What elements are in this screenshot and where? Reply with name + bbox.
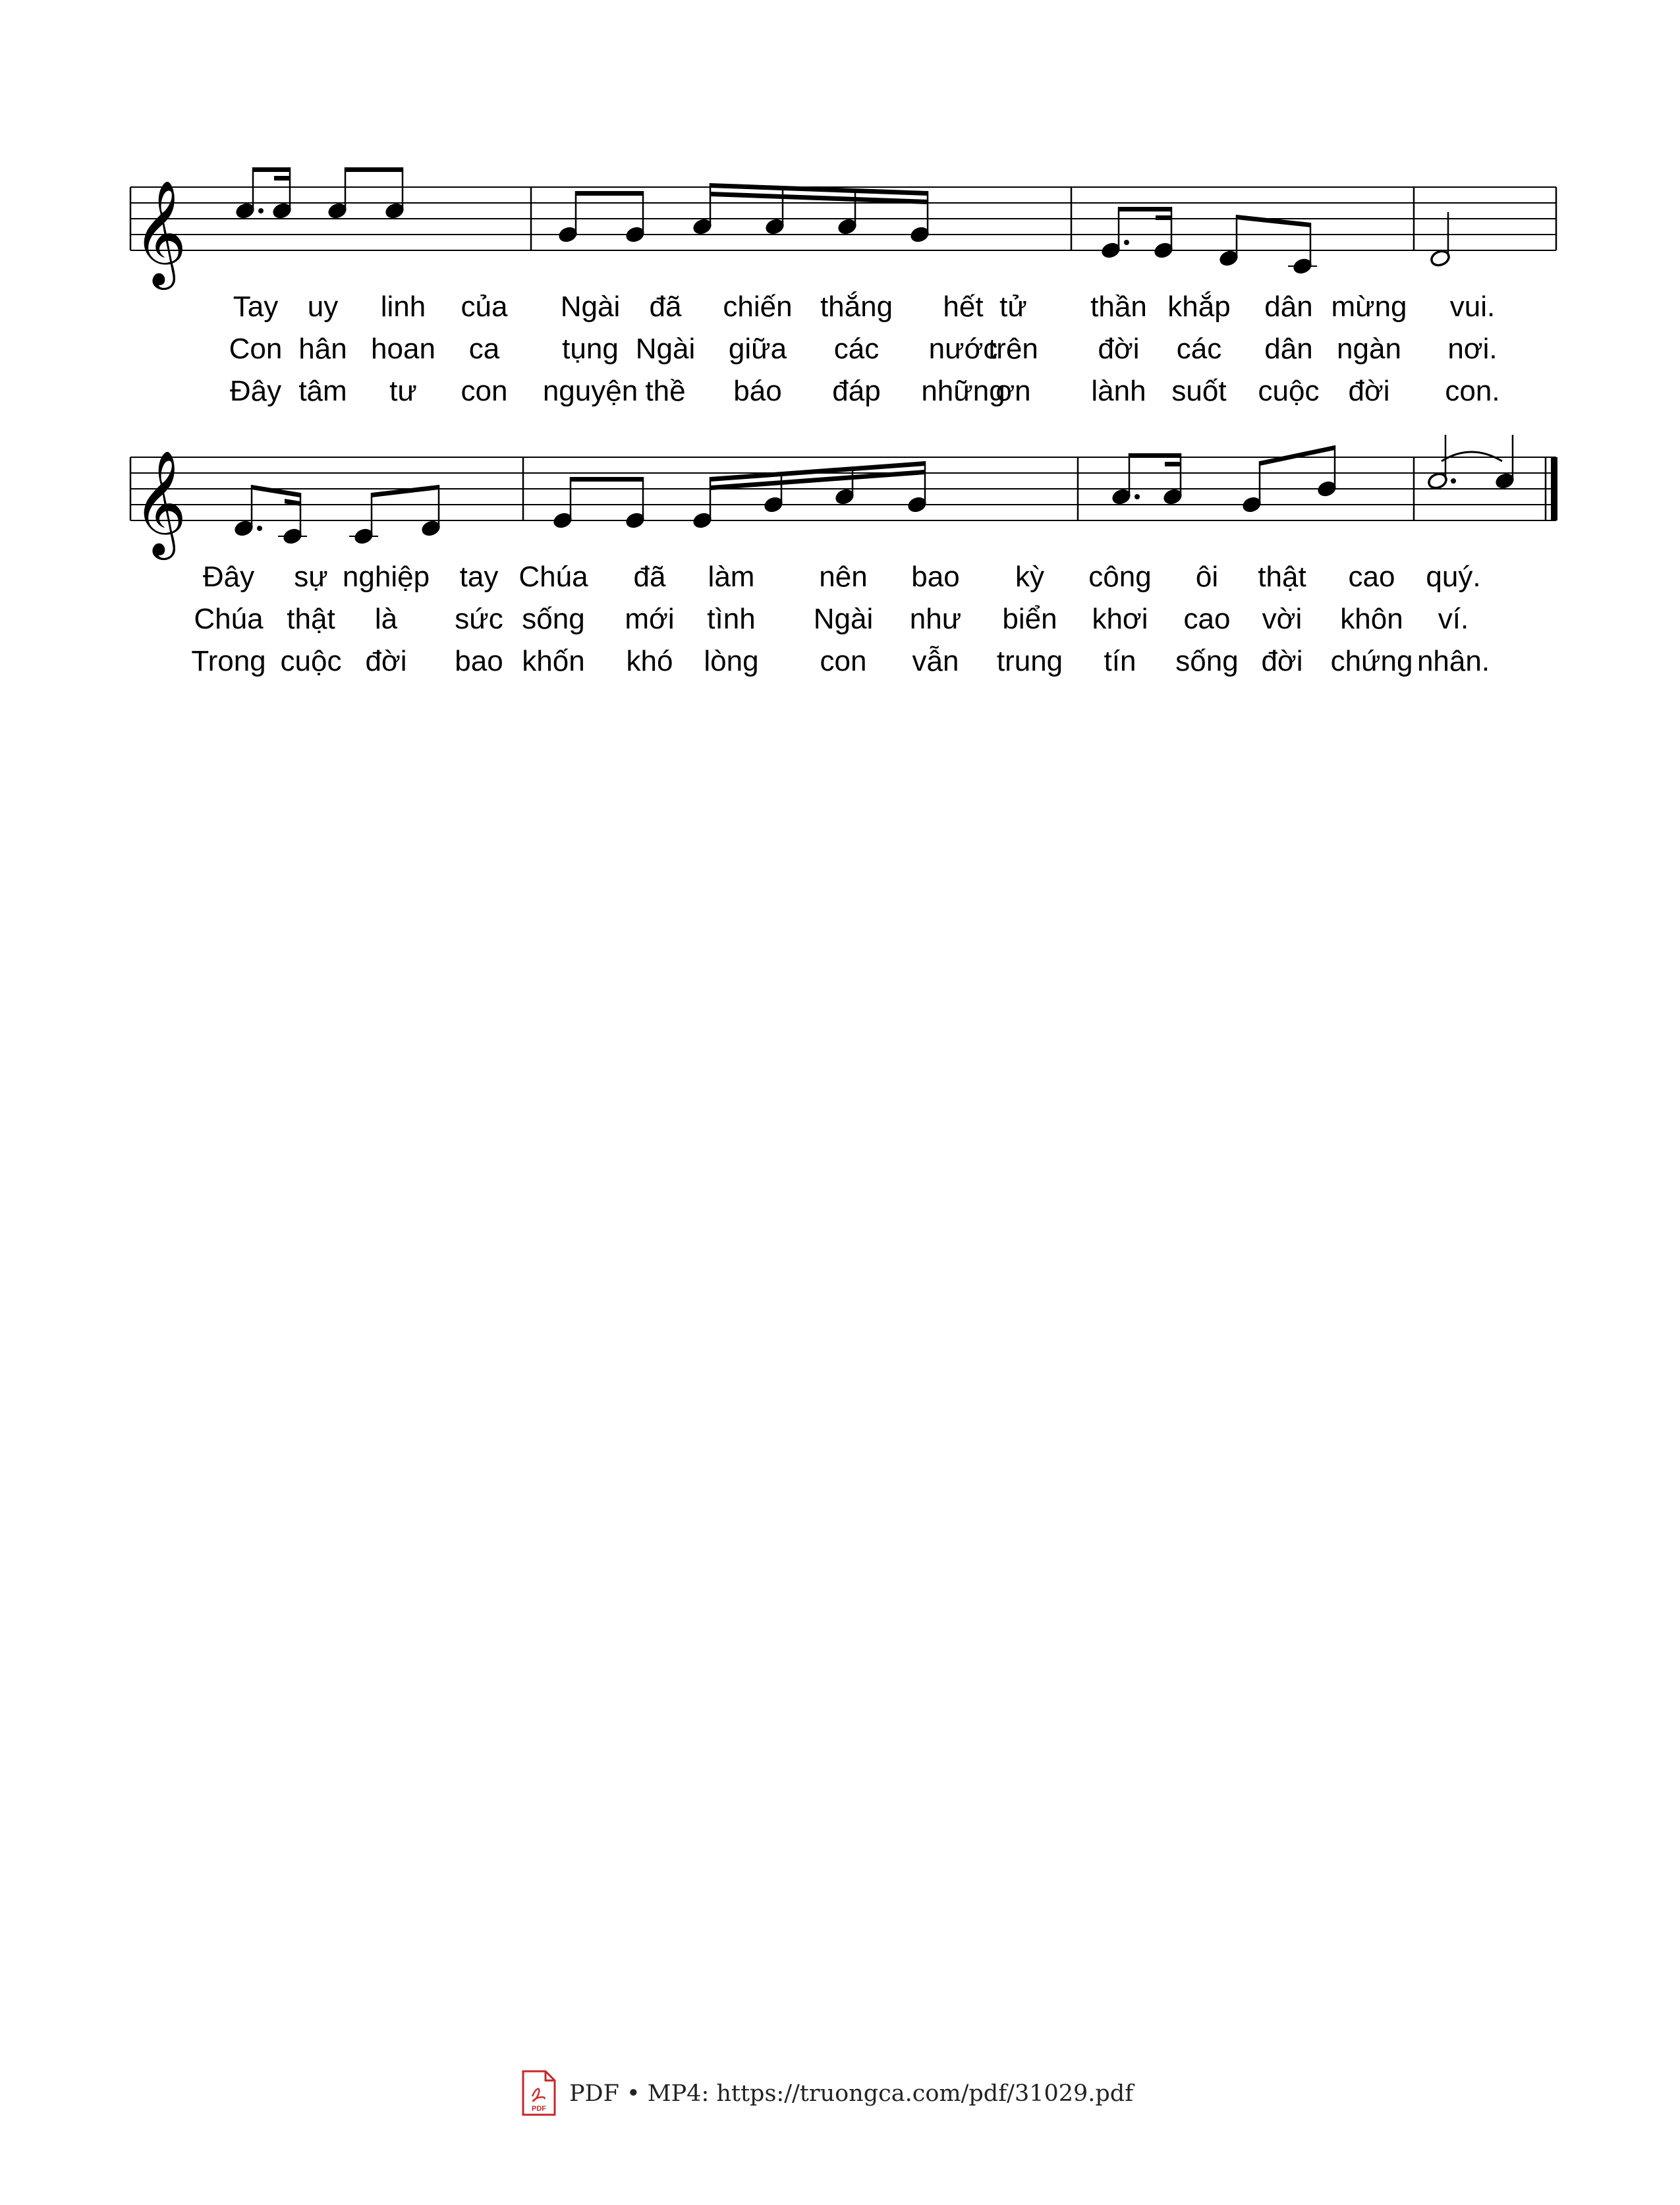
lyric-syllable: tay: [459, 561, 499, 593]
sheet-music: [0, 0, 1680, 791]
lyric-syllable: khơi: [1092, 603, 1148, 635]
beam-partial: [1156, 215, 1171, 220]
beam: [345, 167, 403, 172]
lyric-syllable: thắng: [820, 291, 893, 323]
lyric-syllable: bao: [911, 561, 960, 593]
lyric-syllable: các: [1176, 333, 1222, 365]
lyric-syllable: Đây: [202, 561, 255, 593]
lyric-syllable: lành: [1091, 375, 1146, 407]
pdf-file-icon: [520, 2070, 557, 2117]
lyric-syllable: đời: [1261, 645, 1303, 677]
lyric-syllable: Chúa: [518, 561, 588, 593]
beam: [252, 485, 300, 497]
lyric-syllable: hết: [943, 291, 984, 323]
lyric-syllable: Ngài: [635, 333, 696, 365]
lyric-syllable: vui.: [1449, 291, 1496, 323]
lyric-syllable: đời: [1348, 375, 1390, 407]
lyric-syllable: trung: [996, 645, 1063, 677]
lyric-syllable: các: [833, 333, 880, 365]
lyric-syllable: vẫn: [912, 645, 959, 677]
lyric-syllable: linh: [380, 291, 426, 323]
lyric-syllable: Ngài: [813, 603, 874, 635]
lyric-syllable: con: [461, 375, 508, 407]
beam: [571, 477, 643, 482]
lyric-syllable: báo: [733, 375, 782, 407]
beam: [253, 167, 290, 172]
lyric-syllable: đáp: [832, 375, 881, 407]
beam: [1260, 445, 1335, 466]
lyric-syllable: ơn: [995, 375, 1031, 407]
augmentation-dot: [1124, 240, 1129, 245]
lyric-syllable: nơi.: [1447, 333, 1498, 365]
lyric-syllable: sự: [294, 561, 328, 593]
lyric-syllable: đời: [1098, 333, 1140, 365]
lyric-syllable: công: [1088, 561, 1152, 593]
lyric-syllable: Đây: [229, 375, 282, 407]
beam: [1119, 207, 1171, 211]
lyric-syllable: thề: [645, 375, 686, 407]
lyric-syllable: hân: [298, 333, 347, 365]
lyric-syllable: tín: [1104, 645, 1136, 677]
lyric-syllable: trên: [988, 333, 1038, 365]
lyric-syllable: những: [921, 375, 1005, 407]
lyric-syllable: mới: [625, 603, 675, 635]
lyric-syllable: cao: [1183, 603, 1231, 635]
lyric-syllable: dân: [1264, 291, 1313, 323]
lyric-syllable: uy: [307, 291, 339, 323]
lyric-syllable: biển: [1002, 603, 1057, 635]
final-barline-thick: [1551, 457, 1557, 520]
lyric-syllable: Trong: [191, 645, 266, 677]
lyric-syllable: tụng: [562, 333, 619, 365]
lyric-syllable: mừng: [1331, 291, 1407, 323]
lyric-syllable: chiến: [723, 291, 793, 323]
augmentation-dot: [1134, 494, 1140, 499]
lyric-syllable: ví.: [1438, 603, 1469, 635]
beam-partial: [274, 176, 290, 181]
lyric-syllable: khắp: [1167, 291, 1231, 323]
footer-text: PDF • MP4: https://truongca.com/pdf/31029.pdf: [569, 2080, 1134, 2107]
lyric-syllable: nghiệp: [342, 561, 430, 593]
beam-partial: [1165, 462, 1181, 466]
lyric-syllable: con.: [1445, 375, 1500, 407]
lyric-syllable: hoan: [371, 333, 435, 365]
lyric-syllable: cao: [1348, 561, 1395, 593]
lyric-syllable: tâm: [298, 375, 347, 407]
lyric-syllable: thật: [1258, 561, 1306, 593]
lyric-syllable: con: [820, 645, 867, 677]
augmentation-dot: [257, 526, 262, 531]
augmentation-dot: [1451, 478, 1456, 484]
lyric-syllable: dân: [1264, 333, 1313, 365]
lyric-syllable: tư: [389, 375, 417, 407]
lyric-syllable: là: [374, 603, 398, 635]
lyric-syllable: chứng: [1330, 645, 1413, 677]
lyric-syllable: khốn: [522, 645, 585, 677]
lyric-syllable: quý.: [1426, 561, 1481, 593]
lyric-syllable: đã: [633, 561, 666, 593]
lyric-syllable: đời: [365, 645, 407, 677]
svg-text:PDF: PDF: [532, 2105, 546, 2113]
lyric-syllable: Ngài: [560, 291, 621, 323]
lyric-syllable: làm: [708, 561, 755, 593]
lyric-syllable: thần: [1090, 291, 1147, 323]
lyric-syllable: cuộc: [280, 645, 342, 677]
beam: [1237, 215, 1310, 227]
lyric-syllable: Chúa: [194, 603, 264, 635]
lyric-syllable: đã: [649, 291, 682, 323]
beam: [372, 485, 439, 497]
lyric-syllable: như: [909, 603, 962, 635]
treble-clef-icon: 𝄞: [133, 449, 187, 555]
lyric-syllable: nhân.: [1416, 645, 1490, 677]
lyric-syllable: nên: [819, 561, 868, 593]
lyric-syllable: sức: [455, 603, 503, 635]
lyric-syllable: khó: [626, 645, 673, 677]
lyric-syllable: giữa: [728, 333, 787, 365]
lyric-syllable: nguyện: [542, 375, 638, 407]
lyric-syllable: cuộc: [1258, 375, 1320, 407]
lyric-syllable: ngàn: [1337, 333, 1401, 365]
treble-clef-icon: 𝄞: [133, 179, 187, 285]
lyric-syllable: bao: [455, 645, 503, 677]
beam: [576, 191, 643, 196]
lyric-syllable: Con: [229, 333, 283, 365]
lyric-syllable: Tay: [233, 291, 279, 323]
augmentation-dot: [258, 208, 264, 213]
lyric-syllable: ôi: [1195, 561, 1219, 593]
lyric-syllable: vời: [1262, 603, 1302, 635]
lyric-syllable: của: [461, 291, 508, 323]
lyric-syllable: tình: [707, 603, 756, 635]
lyric-syllable: nước: [928, 333, 998, 365]
lyric-syllable: kỳ: [1015, 561, 1044, 593]
lyric-syllable: sống: [1175, 645, 1239, 677]
lyric-syllable: khôn: [1340, 603, 1403, 635]
lyric-syllable: ca: [468, 333, 500, 365]
lyric-syllable: tử: [999, 291, 1027, 323]
footer-link[interactable]: [520, 2067, 1133, 2120]
lyric-syllable: sống: [522, 603, 585, 635]
lyric-syllable: suốt: [1171, 375, 1227, 407]
lyric-syllable: lòng: [704, 645, 759, 677]
lyric-syllable: thật: [287, 603, 335, 635]
beam: [1129, 453, 1181, 458]
